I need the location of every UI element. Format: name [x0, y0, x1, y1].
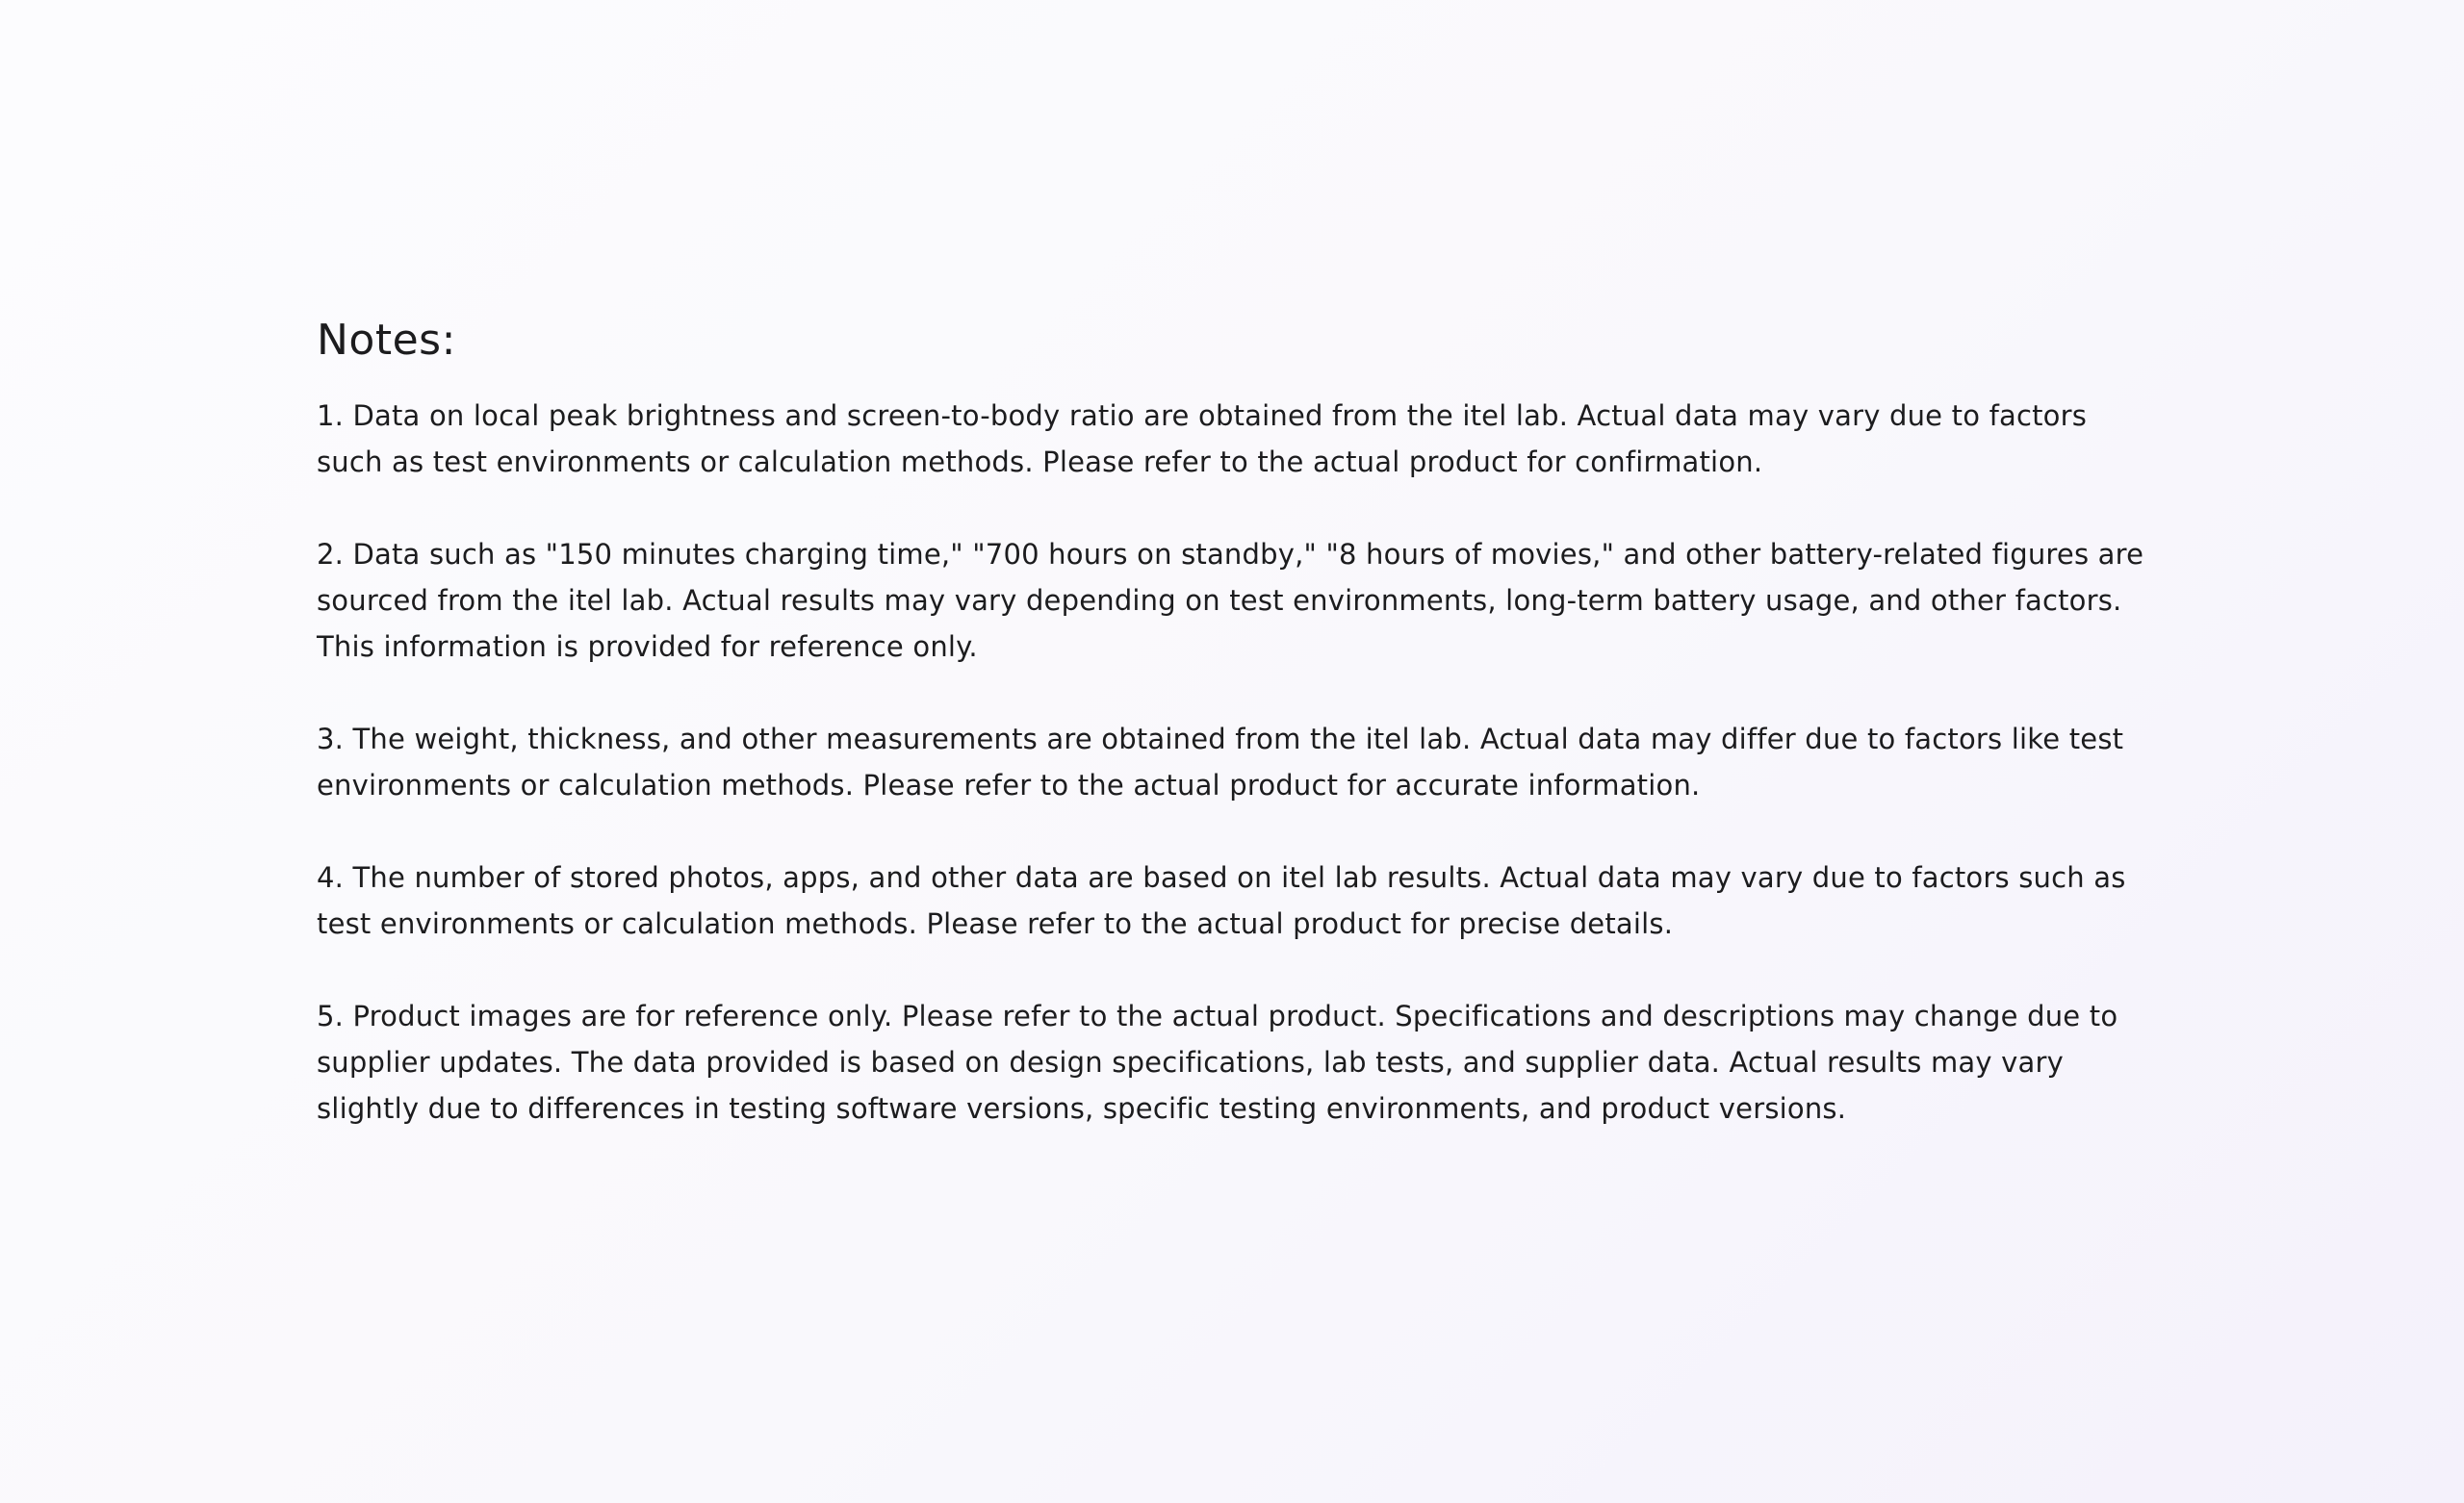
- note-item-3: 3. The weight, thickness, and other measurements are obtained from the itel lab. Actual data may differ due to factors like test environments or calculation methods. Please refer to the actual product for accurate information.: [317, 723, 2124, 802]
- note-item-1: 1. Data on local peak brightness and screen-to-body ratio are obtained from the itel lab. Actual data may vary due to factors such as test environments or calculation methods. Please refer to the actual product for confirmation.: [317, 399, 2088, 478]
- note-item-4: 4. The number of stored photos, apps, and other data are based on itel lab results. Actual data may vary due to factors such as test environments or calculation methods. Please refer to the actual product for precise details.: [317, 861, 2126, 940]
- note-item-2: 2. Data such as "150 minutes charging time," "700 hours on standby," "8 hours of movies," and other battery-related figures are sourced from the itel lab. Actual results may vary depending on test environments, long-term battery usage, and other factors. This information is provided for reference only.: [317, 538, 2144, 663]
- notes-title: Notes:: [317, 316, 456, 365]
- note-item-5: 5. Product images are for reference only. Please refer to the actual product. Specifications and descriptions may change due to supplier updates. The data provided is based on design specifications, lab tests, and supplier data. Actual results may vary slightly due to differences in testing software versions, specific testing environments, and product versions.: [317, 1000, 2118, 1125]
- notes-list: [317, 393, 2145, 1132]
- notes-section: [317, 310, 2145, 1178]
